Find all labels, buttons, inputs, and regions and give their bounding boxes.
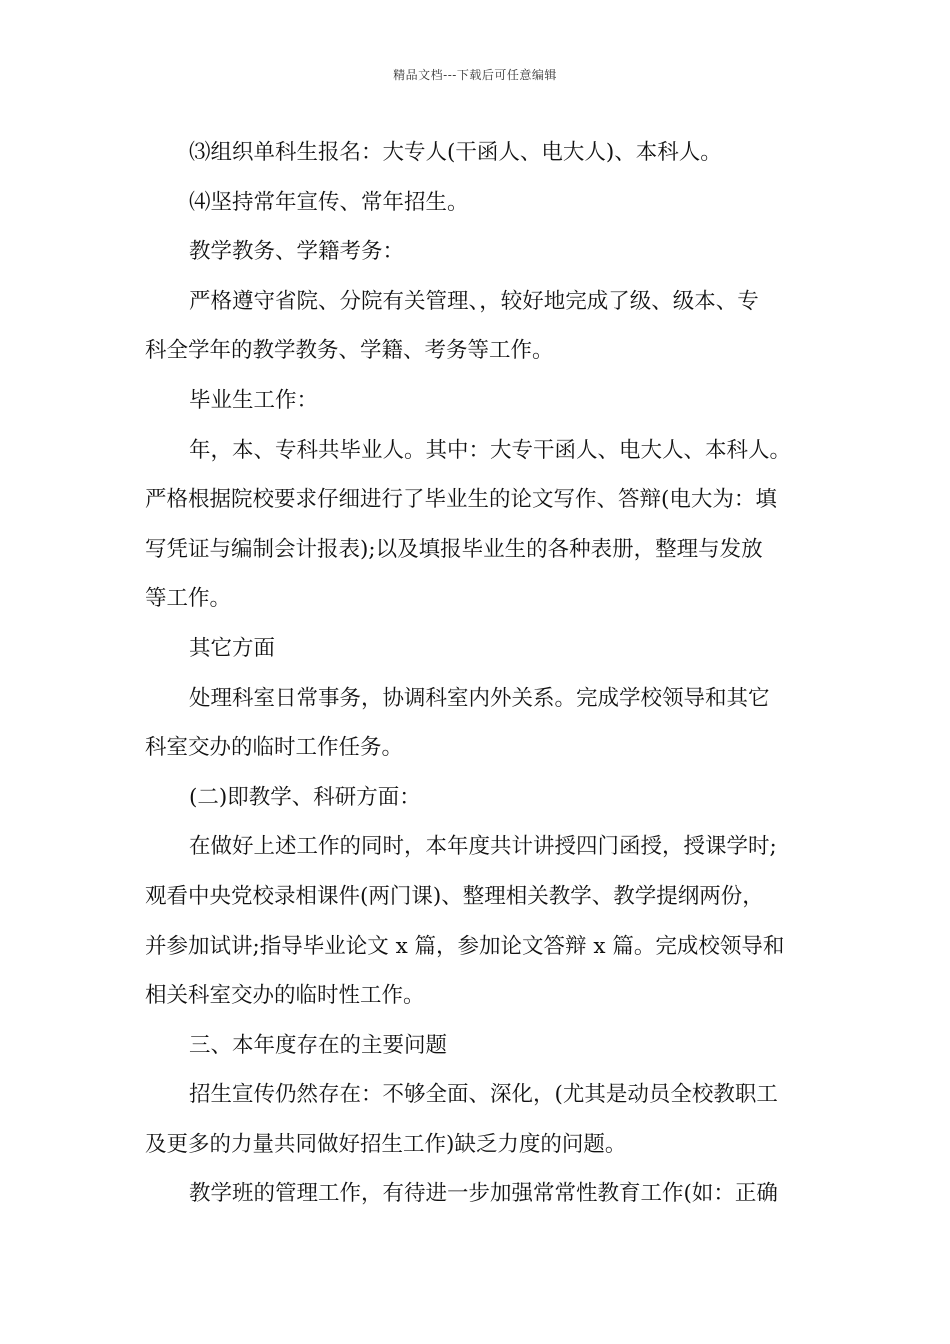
section-heading: 毕业生工作： — [189, 387, 319, 413]
section-heading: (二)即教学、科研方面： — [189, 784, 421, 810]
paragraph-line: 处理科室日常事务，协调科室内外关系。完成学校领导和其它 — [189, 685, 770, 711]
paragraph-line: 科室交办的临时工作任务。 — [145, 735, 404, 761]
paragraph-line: 观看中央党校录相课件(两门课)、整理相关教学、教学提纲两份， — [145, 883, 764, 909]
paragraph-line: 写凭证与编制会计报表);以及填报毕业生的各种表册，整理与发放 — [145, 536, 763, 562]
paragraph-line: 年，本、专科共毕业人。其中：大专干函人、电大人、本科人。 — [189, 437, 792, 463]
paragraph-line: 等工作。 — [145, 586, 232, 612]
document-body — [145, 133, 809, 1224]
page-header: 精品文档---下载后可任意编辑 — [393, 68, 557, 82]
section-heading: 教学教务、学籍考务： — [189, 239, 405, 265]
paragraph-line: 严格遵守省院、分院有关管理、，较好地完成了级、级本、专 — [189, 288, 759, 314]
paragraph-line: 严格根据院校要求仔细进行了毕业生的论文写作、答辩(电大为：填 — [145, 487, 777, 513]
paragraph-line: 及更多的力量共同做好招生工作)缺乏力度的问题。 — [145, 1131, 627, 1157]
paragraph-line: ⑶组织单科生报名：大专人(干函人、电大人)、本科人。 — [189, 140, 722, 165]
paragraph-line: 在做好上述工作的同时，本年度共计讲授四门函授，授课学时; — [189, 834, 777, 860]
paragraph-line: 科全学年的教学教务、学籍、考务等工作。 — [145, 338, 554, 364]
paragraph-line: ⑷坚持常年宣传、常年招生。 — [189, 189, 469, 215]
paragraph-line: 相关科室交办的临时性工作。 — [145, 983, 425, 1009]
section-heading: 三、本年度存在的主要问题 — [189, 1032, 448, 1058]
paragraph-line: 招生宣传仍然存在：不够全面、深化，(尤其是动员全校教职工 — [189, 1082, 778, 1108]
section-heading: 其它方面 — [189, 635, 276, 661]
paragraph-line: 并参加试讲;指导毕业论文 x 篇，参加论文答辩 x 篇。完成校领导和 — [145, 933, 785, 959]
paragraph-line: 教学班的管理工作，有待进一步加强常常性教育工作(如：正确 — [189, 1181, 778, 1207]
